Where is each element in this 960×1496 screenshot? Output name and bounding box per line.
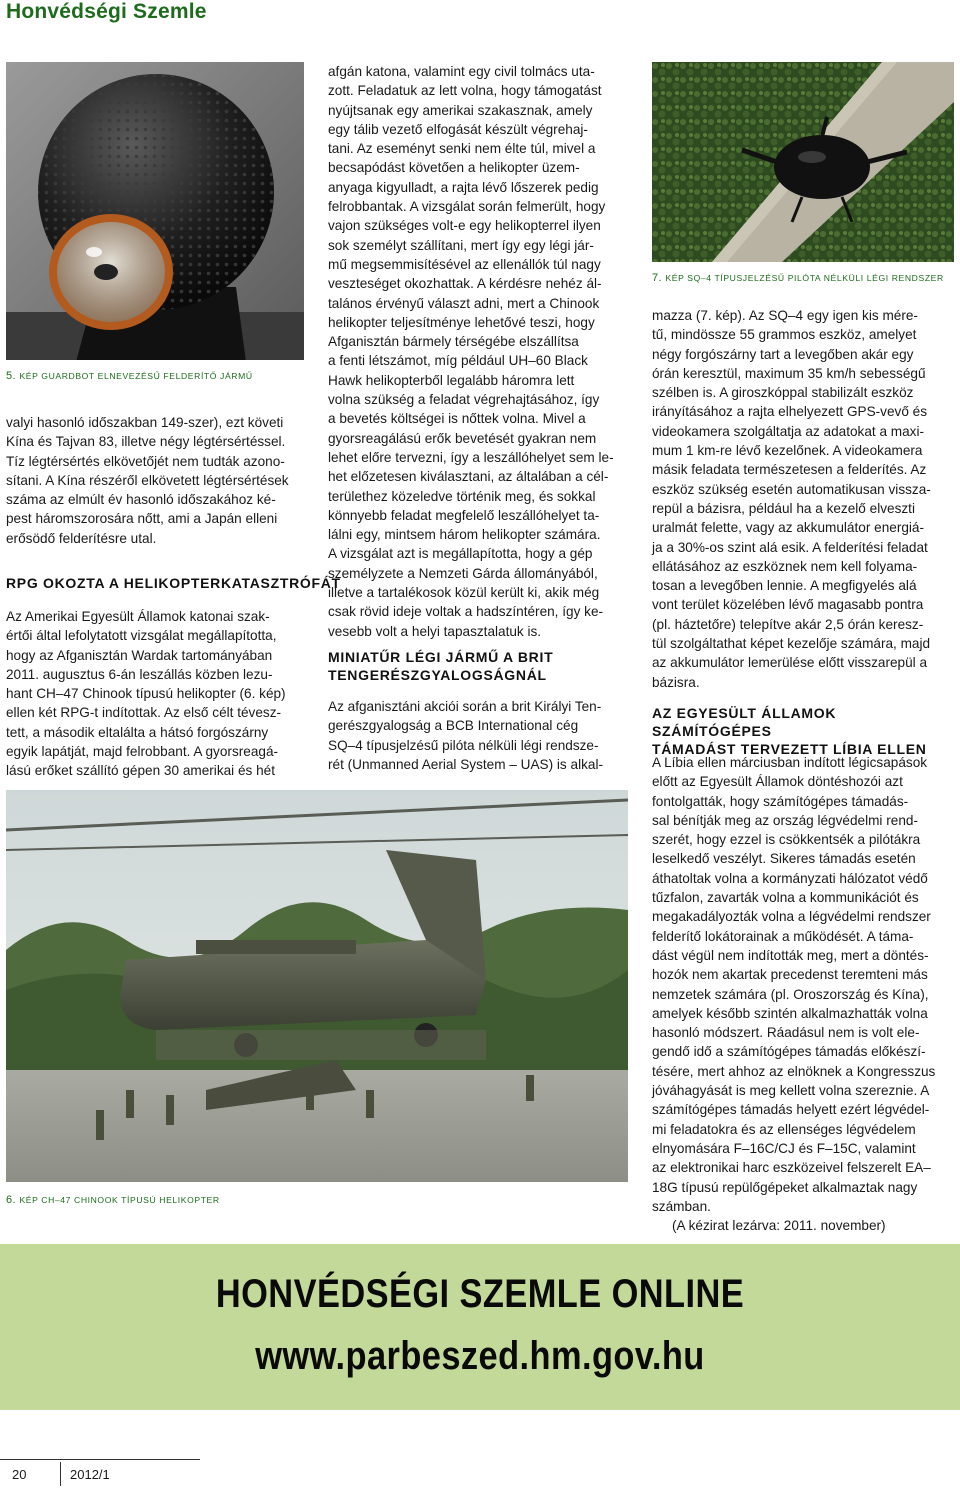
text-line: másik feladata természetesen a felderítés. Az xyxy=(652,462,927,478)
text-line: vajon szükséges volt-e egy helikopterrel ilyen xyxy=(328,218,601,234)
column-3-text-a xyxy=(652,306,954,692)
text-line: talános érvényű választ adni, mert a Chinook xyxy=(328,295,600,311)
text-line: területhez közeledve történik meg, és sokkal xyxy=(328,488,596,504)
column-2-text-a xyxy=(328,62,630,641)
text-line: afgán katona, valamint egy civil tolmács uta- xyxy=(328,64,595,79)
column-3-text-b xyxy=(652,753,954,1235)
text-line: a fenti létszámot, míg például UH–60 Black xyxy=(328,353,588,369)
text-line: nemzetek számára (pl. Oroszország és Kína), xyxy=(652,986,929,1002)
text-line: Kína és Tajvan 83, illetve négy légtérsértéssel. xyxy=(6,434,286,450)
text-line: négy forgószárny tart a levegőben akár egy xyxy=(652,346,914,362)
text-line: Tíz légtérsértés elkövetőjét nem tudták azono- xyxy=(6,453,285,469)
text-line: 2011. augusztus 6-án leszállás közben lezu- xyxy=(6,666,273,682)
text-line: tű, mindössze 55 grammos eszköz, amelyet xyxy=(652,327,917,343)
text-line: amelyek később szintén alkalmazhatták volna xyxy=(652,1005,928,1021)
text-line: gerészgyalogság a BCB International cég xyxy=(328,718,579,734)
text-line: gyorsreagálású erők bevetését gyakran nem xyxy=(328,430,597,446)
text-line: lehet előre tervezni, így a leszállóhelyet sem le- xyxy=(328,449,614,465)
text-line: értői által lefolytatott vizsgálat megállapította, xyxy=(6,628,277,644)
banner-title: HONVÉDSÉGI SZEMLE ONLINE xyxy=(215,1272,745,1316)
text-line: a bevetés költségei is nőttek volna. Mivel a xyxy=(328,411,586,427)
text-line: személyzete a Nemzeti Gárda állományából, xyxy=(328,565,598,581)
guardbot-photo xyxy=(6,62,304,360)
text-line: tani. Az eseményt senki nem élte túl, mivel a xyxy=(328,141,596,157)
text-line: elnyomására F–16C/CJ és F–15C, valamint xyxy=(652,1140,916,1156)
section-heading-rpg: RPG OKOZTA A HELIKOPTERKATASZTRÓFÁT xyxy=(6,575,341,591)
text-line: vont terület közelében lévő magasabb pontra xyxy=(652,597,924,613)
text-line: vesebb volt a helyi tapasztalatuk is. xyxy=(328,623,542,639)
text-line: számítógépes támadás helyett ezért légvédel- xyxy=(652,1102,930,1118)
online-banner xyxy=(0,1244,960,1410)
text-line: könnyebb feladat megfelelő leszállóhelyet ta- xyxy=(328,507,600,523)
text-line: A Líbia ellen márciusban indított légicsapások xyxy=(652,755,928,770)
banner-url-link[interactable]: www.parbeszed.hm.gov.hu xyxy=(255,1334,705,1378)
text-line: volna szükség a feladat végrehajtásához, így xyxy=(328,392,600,408)
text-line: hozók nem akartak precedenst teremteni más xyxy=(652,967,928,983)
text-line: Afganisztán bármely térségébe elszállítsa xyxy=(328,334,579,350)
text-line: 18G típusú repülőgépeket alkalmaztak nagy xyxy=(652,1179,918,1195)
text-line: tűzfalon, zavarták volna a kommunikációt és xyxy=(652,890,919,906)
issue-number: 2012/1 xyxy=(70,1467,110,1482)
text-line: mazza (7. kép). Az SQ–4 egy igen kis mére- xyxy=(652,308,918,323)
column-1-text-a xyxy=(6,413,304,548)
text-line: felderítő lokátorainak a működését. A táma- xyxy=(652,928,914,944)
text-line: hant CH–47 Chinook típusú helikopter (6. kép) xyxy=(6,686,286,702)
text-line: áthatoltak volna a kormányzati hálózatot védő xyxy=(652,870,928,886)
text-line: dást végül nem indították meg, mert a döntés- xyxy=(652,947,929,963)
guardbot-illustration xyxy=(6,62,304,360)
text-line: órán keresztül, maximum 35 km/h sebességű xyxy=(652,365,926,381)
text-line: lású erőket szállító gépen 30 amerikai és hét xyxy=(6,763,276,779)
text-line: szerét, hogy ezzel is csökkentsék a pilótákra xyxy=(652,832,921,848)
chinook-illustration xyxy=(6,790,628,1182)
text-line: leselkedő veszélyt. Sikeres támadás esetén xyxy=(652,851,916,867)
footer-rule xyxy=(0,1459,200,1460)
text-line: számban. xyxy=(652,1198,711,1214)
text-line: lálni egy, mintsem három helikopter számára. xyxy=(328,527,601,543)
text-line: (pl. háztetőre) telepítve akár 2,5 órán keresz- xyxy=(652,616,924,632)
page-number: 20 xyxy=(12,1467,27,1482)
text-line: eszköz szükség esetén automatikusan vissza- xyxy=(652,481,931,497)
closing-note: (A kézirat lezárva: 2011. november) xyxy=(672,1218,886,1234)
text-line: szélben is. A giroszkóppal stabilizált eszköz xyxy=(652,385,914,401)
text-line: A vizsgálat azt is megállapította, hogy a gép xyxy=(328,546,593,562)
text-line: sítani. A Kína részéről elkövetett légtérsértések xyxy=(6,472,289,488)
text-line: Hawk helikopterből legalább háromra lett xyxy=(328,372,575,388)
text-line: mum 1 km-re lévő kezelőnek. A videokamera xyxy=(652,443,923,459)
text-line: mi feladatokra és az ellenséges légvédelem xyxy=(652,1121,916,1137)
text-line: sok személyt szállítani, mert így egy légi jár- xyxy=(328,237,594,253)
text-line: az akkumulátor lemerülése előtt visszarepül a xyxy=(652,655,928,671)
footer-divider xyxy=(60,1462,61,1486)
chinook-photo xyxy=(6,790,628,1182)
text-line: az elektronikai harc eszközeivel felszerelt EA– xyxy=(652,1160,931,1176)
text-line: erősödő felderítésre utal. xyxy=(6,530,157,546)
text-line: zott. Feladatuk az lett volna, hogy támogatást xyxy=(328,83,602,99)
text-line: hogy az Afganisztán Wardak tartományában xyxy=(6,647,273,663)
text-line: Az Amerikai Egyesült Államok katonai szak- xyxy=(6,609,270,624)
text-line: veszteséget okozhattak. A kérdésre nehéz ál- xyxy=(328,276,602,292)
text-line: bázisra. xyxy=(652,674,700,690)
section-heading-miniatur: MINIATŰR LÉGI JÁRMŰ A BRIT TENGERÉSZGYALOGSÁGNÁL xyxy=(328,649,554,683)
text-line: gendő idő a számítógépes támadás előkészí- xyxy=(652,1044,926,1060)
text-line: mű megsemmisítésével az ellenállók túl nagy xyxy=(328,256,601,272)
text-line: egyik lapátját, majd felrobbant. A gyorsreagá- xyxy=(6,744,279,760)
text-line: jóváhagyását is meg kellett volna szereznie. A xyxy=(652,1083,930,1099)
text-line: csak rövid ideje voltak a hadszíntéren, így ke- xyxy=(328,604,604,620)
text-line: felrobbantak. A vizsgálat során felmerült, hogy xyxy=(328,199,606,215)
text-line: rét (Unmanned Aerial System – UAS) is alkal- xyxy=(328,756,603,772)
text-line: irányításához a rajta elhelyezett GPS-vevő és xyxy=(652,404,928,420)
column-2-text-b xyxy=(328,697,630,774)
text-line: tésére, mert ahhoz az elnöknek a Kongresszus xyxy=(652,1063,936,1079)
text-line: valyi hasonló időszakban 149-szer), ezt követi xyxy=(6,415,284,430)
text-line: tett, a második eltalálta a hátsó forgószárny xyxy=(6,724,269,740)
text-line: előtt az Egyesült Államok döntéshozói azt xyxy=(652,774,903,790)
figure-5-caption: 5. KÉP GUARDBOT ELNEVEZÉSŰ FELDERÍTŐ JÁRMŰ xyxy=(6,370,253,382)
text-line: repül a bázisra, például ha a kezelő elveszti xyxy=(652,500,915,516)
figure-6-caption: 6. KÉP CH–47 CHINOOK TÍPUSÚ HELIKOPTER xyxy=(6,1194,220,1206)
masthead-title: Honvédségi Szemle xyxy=(6,0,207,23)
text-line: megakadályozták volna a légvédelmi rendszer xyxy=(652,909,931,925)
text-line: hasonló módszert. Ráadásul nem is volt ele- xyxy=(652,1025,920,1041)
text-line: videokamera szolgáltatja az adatokat a maxi- xyxy=(652,423,925,439)
text-line: Az afganisztáni akciói során a brit Királyi Ten- xyxy=(328,699,602,714)
column-1-text-b xyxy=(6,607,304,781)
section-heading-libia: AZ EGYESÜLT ÁLLAMOK SZÁMÍTÓGÉPES TÁMADÁST TERVEZETT LÍBIA ELLEN xyxy=(652,705,927,757)
text-line: uralmát felette, vagy az akkumulátor energiá- xyxy=(652,520,925,536)
text-line: het előzetesen kiválasztani, az általában a cél- xyxy=(328,469,609,485)
text-line: száma az elmúlt év hasonló időszakához ké- xyxy=(6,492,276,508)
text-line: tül szolgáltathat képet kezelője számára, majd xyxy=(652,636,931,652)
figure-7-caption: 7. KÉP SQ–4 TÍPUSJELZÉSŰ PILÓTA NÉLKÜLI LÉGI RENDSZER xyxy=(652,272,944,284)
text-line: sal bénítják meg az ország légvédelmi rend- xyxy=(652,812,918,828)
sq4-drone-photo xyxy=(652,62,954,262)
text-line: becsapódást követően a helikopter üzem- xyxy=(328,160,580,176)
text-line: SQ–4 típusjelzésű pilóta nélküli légi rendsze- xyxy=(328,737,599,753)
text-line: ellen két RPG-t indítottak. Az első célt tévesz- xyxy=(6,705,282,721)
text-line: nyújtsanak egy amerikai szakasznak, amely xyxy=(328,102,593,118)
text-line: ellátásához az eszköznek nem kell folyama- xyxy=(652,558,918,574)
text-line: egy tálib vezető elfogását készült végrehaj- xyxy=(328,121,588,137)
text-line: tosan a levegőben lennie. A megfigyelés alá xyxy=(652,578,917,594)
text-line: ja a 30%-os szint alá esik. A felderítési feladat xyxy=(652,539,928,555)
text-line: anyaga kigyulladt, a rajta lévő lőszerek pedig xyxy=(328,179,599,195)
text-line: pest háromszorosára nőtt, ami a Japán elleni xyxy=(6,511,278,527)
sq4-drone-illustration xyxy=(652,62,954,262)
text-line: fontolgatták, hogy számítógépes támadás- xyxy=(652,793,909,809)
text-line: illetve a tartalékosok közül került ki, akik még xyxy=(328,585,600,601)
text-line: helikopter teljesítménye lehetővé teszi, hogy xyxy=(328,314,595,330)
